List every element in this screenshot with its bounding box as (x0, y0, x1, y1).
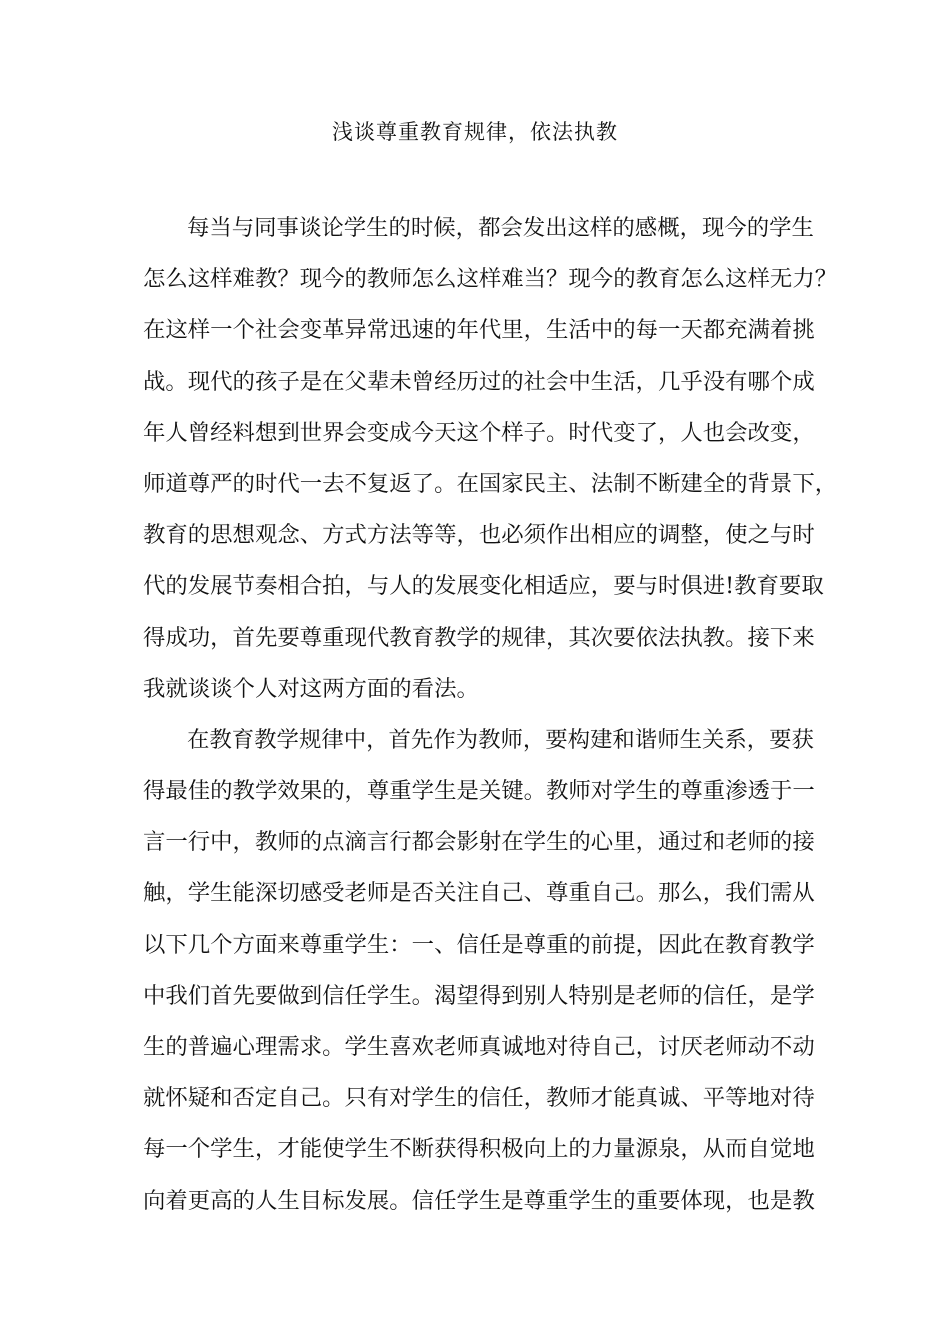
paragraph-1-line: 每当与同事谈论学生的时候，都会发出这样的感概，现今的学生 (187, 215, 814, 241)
paragraph-2-line: 得最佳的教学效果的，尊重学生是关键。教师对学生的尊重渗透于一 (143, 778, 815, 805)
paragraph-2-line: 每一个学生，才能使学生不断获得积极向上的力量源泉，从而自觉地 (143, 1136, 815, 1163)
paragraph-1-line: 师道尊严的时代一去不复返了。在国家民主、法制不断建全的背景下， (143, 470, 838, 497)
paragraph-1-line: 战。现代的孩子是在父辈未曾经历过的社会中生活，几乎没有哪个成 (143, 368, 815, 395)
document-title: 浅谈尊重教育规律，依法执教 (332, 120, 618, 144)
paragraph-1-line: 年人曾经料想到世界会变成今天这个样子。时代变了，人也会改变， (143, 419, 815, 446)
paragraph-1-line: 我就谈谈个人对这两方面的看法。 (143, 675, 479, 702)
paragraph-2-line: 触，学生能深切感受老师是否关注自己、尊重自己。那么，我们需从 (143, 880, 815, 907)
paragraph-1-line: 得成功，首先要尊重现代教育教学的规律，其次要依法执教。接下来 (143, 624, 815, 651)
paragraph-1-line: 代的发展节奏相合拍，与人的发展变化相适应，要与时俱进!教育要取 (143, 573, 824, 600)
paragraph-2-line: 就怀疑和否定自己。只有对学生的信任，教师才能真诚、平等地对待 (143, 1085, 815, 1112)
paragraph-2-line: 在教育教学规律中，首先作为教师，要构建和谐师生关系，要获 (187, 726, 814, 753)
paragraph-1-line: 在这样一个社会变革异常迅速的年代里，生活中的每一天都充满着挑 (143, 317, 815, 344)
document-body (143, 207, 838, 1231)
paragraph-1-line: 怎么这样难教？现今的教师怎么这样难当？现今的教育怎么这样无力？ (143, 266, 838, 293)
paragraph-2-line: 言一行中，教师的点滴言行都会影射在学生的心里，通过和老师的接 (143, 829, 815, 856)
paragraph-2-line: 中我们首先要做到信任学生。渴望得到别人特别是老师的信任，是学 (143, 982, 815, 1009)
paragraph-2-line: 向着更高的人生目标发展。信任学生是尊重学生的重要体现，也是教 (143, 1187, 815, 1214)
paragraph-2-line: 以下几个方面来尊重学生：一、信任是尊重的前提，因此在教育教学 (143, 931, 815, 958)
paragraph-1-line: 教育的思想观念、方式方法等等，也必须作出相应的调整，使之与时 (143, 522, 815, 549)
paragraph-2-line: 生的普遍心理需求。学生喜欢老师真诚地对待自己，讨厌老师动不动 (143, 1034, 815, 1060)
